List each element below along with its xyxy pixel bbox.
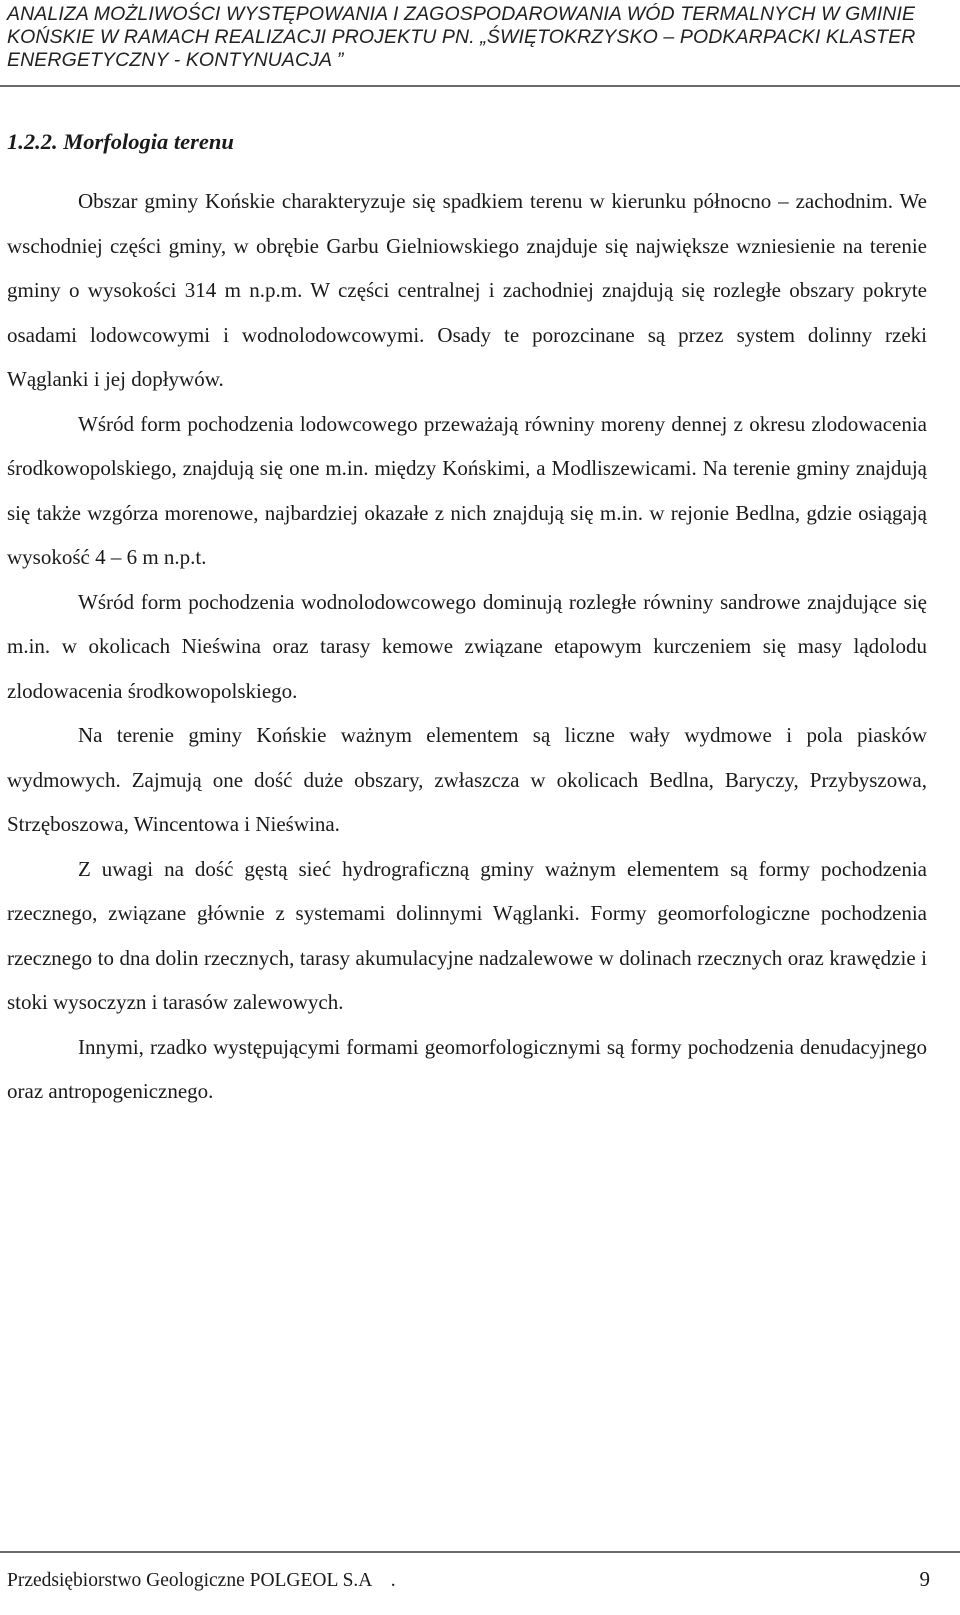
paragraph-6: Innymi, rzadko występującymi formami geomorfologicznymi są formy pochodzenia denudacyjnego oraz antropogenicznego. <box>7 1034 927 1103</box>
paragraph-2: Wśród form pochodzenia lodowcowego przeważają równiny moreny dennej z okresu zlodowacenia środkowopolskiego, znajdują się one m.in. między Końskimi, a Modliszewicami. Na terenie gminy znajdują się także wzgórza morenowe, najbardziej okazałe z nich znajdują się m.in. w rejonie Bedlna, gdzie osiągają wysokość 4 – 6 m n.p.t. <box>7 411 927 569</box>
paragraph-1: Obszar gminy Końskie charakteryzuje się spadkiem terenu w kierunku północno – zachodnim. We wschodniej części gminy, w obrębie Garbu Gielniowskiego znajduje się największe wzniesienie na terenie gminy o wysokości 314 m n.p.m. W części centralnej i zachodniej znajdują się rozległe obszary pokryte osadami lodowcowymi i wodnolodowcowymi. Osady te porozcinane są przez system dolinny rzeki Wąglanki i jej dopływów. <box>7 189 927 391</box>
section-heading: 1.2.2. Morfologia terenu <box>7 129 234 154</box>
running-header: ANALIZA MOŻLIWOŚCI WYSTĘPOWANIA I ZAGOSPODAROWANIA WÓD TERMALNYCH W GMINIE KOŃSKIE W RAMACH REALIZACJI PROJEKTU PN. „ŚWIĘTOKRZYSKO – PODKARPACKI KLASTER ENERGETYCZNY - KONTYNUACJA ” <box>7 3 916 71</box>
footer-company: Przedsiębiorstwo Geologiczne POLGEOL S.A . <box>7 1570 396 1591</box>
section-body <box>7 179 927 1114</box>
page-number: 9 <box>919 1567 930 1591</box>
footer-divider <box>0 1551 960 1553</box>
paragraph-4: Na terenie gminy Końskie ważnym elementem są liczne wały wydmowe i pola piasków wydmowych. Zajmują one dość duże obszary, zwłaszcza w okolicach Bedlna, Baryczy, Przybyszowa, Strzęboszowa, Wincentowa i Nieświna. <box>7 723 927 836</box>
header-divider <box>0 85 960 87</box>
paragraph-3: Wśród form pochodzenia wodnolodowcowego dominują rozległe równiny sandrowe znajdujące się m.in. w okolicach Nieświna oraz tarasy kemowe związane etapowym kurczeniem się masy lądolodu zlodowacenia środkowopolskiego. <box>7 589 927 703</box>
paragraph-5: Z uwagi na dość gęstą sieć hydrograficzną gminy ważnym elementem są formy pochodzenia rzecznego, związane głównie z systemami dolinnymi Wąglanki. Formy geomorfologiczne pochodzenia rzecznego to dna dolin rzecznych, tarasy akumulacyjne nadzalewowe w dolinach rzecznych oraz krawędzie i stoki wysoczyzn i tarasów zalewowych. <box>7 856 927 1014</box>
